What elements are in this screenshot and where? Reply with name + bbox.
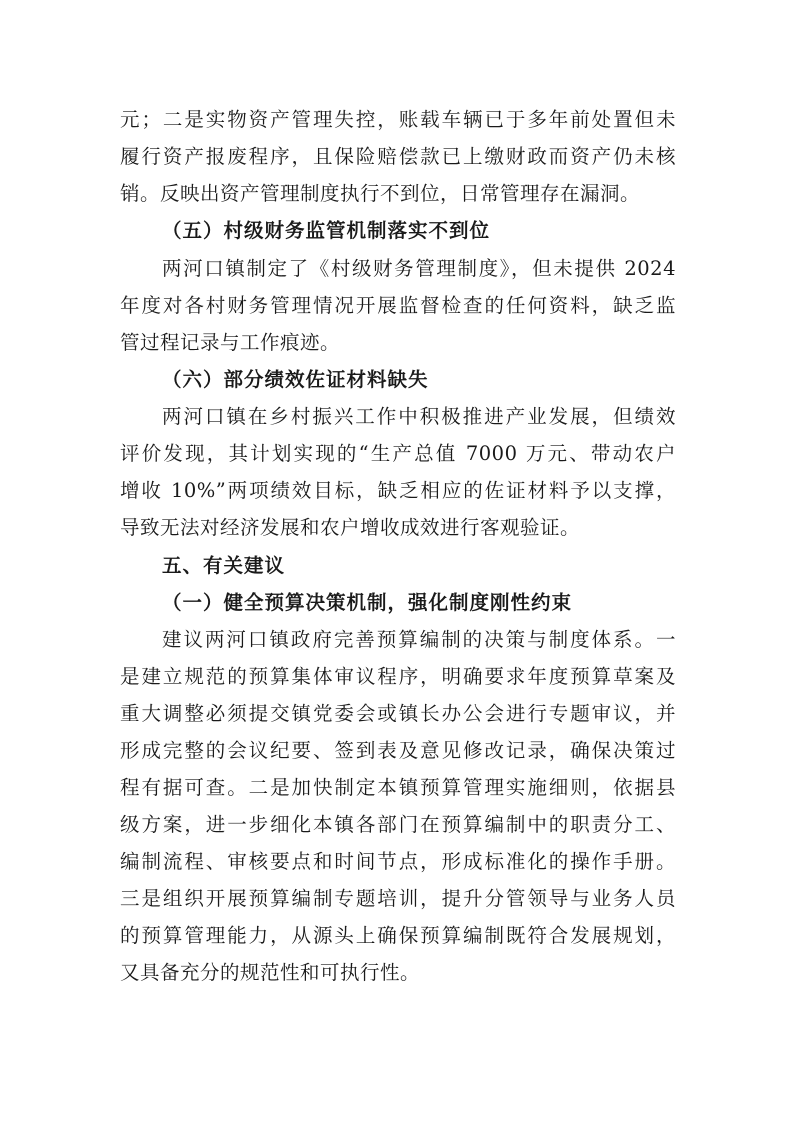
paragraph-line: 是建立规范的预算集体审议程序，明确要求年度预算草案及 <box>120 665 676 688</box>
paragraph-line: 管过程记录与工作痕迹。 <box>120 331 341 354</box>
paragraph-line: 年度对各村财务管理情况开展监督检查的任何资料，缺乏监 <box>120 294 676 317</box>
paragraph-line: 编制流程、审核要点和时间节点，形成标准化的操作手册。 <box>120 850 676 873</box>
paragraph-line: 又具备充分的规范性和可执行性。 <box>120 961 421 984</box>
paragraph-line: 导致无法对经济发展和农户增收成效进行客观验证。 <box>120 516 581 539</box>
subsection-heading-1: （一）健全预算决策机制，强化制度刚性约束 <box>162 591 573 614</box>
paragraph-line: 的预算管理能力，从源头上确保预算编制既符合发展规划， <box>120 924 676 947</box>
paragraph-line: 形成完整的会议纪要、签到表及意见修改记录，确保决策过 <box>120 739 676 762</box>
paragraph-line: 程有据可查。二是加快制定本镇预算管理实施细则，依据县 <box>120 776 676 799</box>
subsection-heading-6: （六）部分绩效佐证材料缺失 <box>162 368 429 391</box>
paragraph-line: 履行资产报废程序，且保险赔偿款已上缴财政而资产仍未核 <box>120 145 676 168</box>
section-heading-5: 五、有关建议 <box>162 554 286 577</box>
paragraph-line: 级方案，进一步细化本镇各部门在预算编制中的职责分工、 <box>120 813 676 836</box>
paragraph-line: 建议两河口镇政府完善预算编制的决策与制度体系。一 <box>162 628 676 651</box>
paragraph-line: 评价发现，其计划实现的“生产总值 7000 万元、带动农户 <box>120 442 676 465</box>
paragraph-line: 销。反映出资产管理制度执行不到位，日常管理存在漏洞。 <box>120 182 641 205</box>
paragraph-line: 元；二是实物资产管理失控，账载车辆已于多年前处置但未 <box>120 108 676 131</box>
subsection-heading-5: （五）村级财务监管机制落实不到位 <box>162 219 491 242</box>
paragraph-line: 两河口镇制定了《村级财务管理制度》，但未提供 2024 <box>162 257 676 280</box>
paragraph-line: 增收 10%”两项绩效目标，缺乏相应的佐证材料予以支撑， <box>120 479 676 502</box>
paragraph-line: 两河口镇在乡村振兴工作中积极推进产业发展，但绩效 <box>162 405 676 428</box>
paragraph-line: 三是组织开展预算编制专题培训，提升分管领导与业务人员 <box>120 887 676 910</box>
paragraph-line: 重大调整必须提交镇党委会或镇长办公会进行专题审议，并 <box>120 702 676 725</box>
